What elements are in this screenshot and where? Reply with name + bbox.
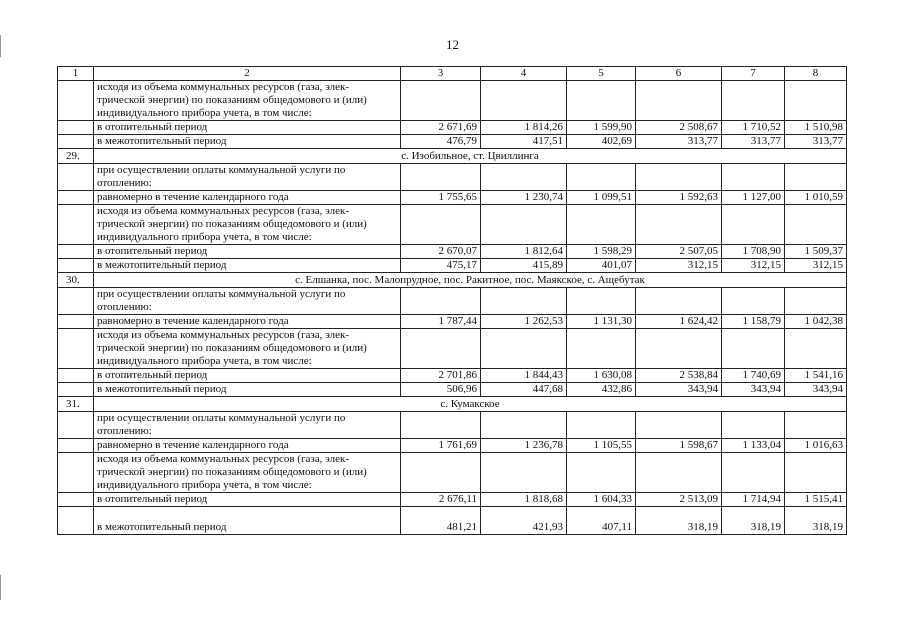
value-cell: 2 701,86 [401,369,481,383]
number-cell [58,453,94,493]
page-number: 12 [446,37,459,52]
empty-cell [401,453,481,493]
number-cell [58,383,94,397]
description-text: исходя из объема коммунальных ресурсов (газа, элек-трической энергии) по показаниям общедомового и (или) индивидуального прибора учета, в том числе: [94,453,401,493]
value-cell: 1 844,43 [481,369,567,383]
empty-cell [567,288,636,315]
description-text: при осуществлении оплаты коммунальной услуги по отоплению: [94,412,401,439]
value-cell: 1 131,30 [567,315,636,329]
column-header: 1 [58,67,94,81]
value-cell: 481,21 [401,507,481,535]
number-cell [58,493,94,507]
value-cell: 313,77 [722,135,785,149]
value-cell: 1 755,65 [401,191,481,205]
column-header: 8 [785,67,847,81]
empty-cell [636,288,722,315]
value-cell: 312,15 [785,259,847,273]
value-cell: 1 818,68 [481,493,567,507]
value-cell: 2 508,67 [636,121,722,135]
row-label: в отопительный период [94,369,401,383]
tariff-table-body [58,67,847,535]
value-cell: 2 538,84 [636,369,722,383]
empty-cell [636,164,722,191]
value-cell: 1 592,63 [636,191,722,205]
scan-mark [0,35,1,57]
number-cell [58,205,94,245]
table-row [58,315,847,329]
value-cell: 2 670,07 [401,245,481,259]
number-cell [58,412,94,439]
empty-cell [481,453,567,493]
number-cell [58,81,94,121]
empty-cell [636,81,722,121]
value-cell: 1 230,74 [481,191,567,205]
empty-cell [722,205,785,245]
empty-cell [401,329,481,369]
section-title: с. Кумакское [94,397,847,412]
value-cell: 1 042,38 [785,315,847,329]
description-row [58,453,847,493]
value-cell: 2 671,69 [401,121,481,135]
value-cell: 476,79 [401,135,481,149]
value-cell: 1 630,08 [567,369,636,383]
table-row [58,245,847,259]
value-cell: 1 158,79 [722,315,785,329]
empty-cell [401,288,481,315]
empty-cell [785,164,847,191]
empty-cell [636,205,722,245]
number-cell [58,439,94,453]
description-text: исходя из объема коммунальных ресурсов (газа, элек-трической энергии) по показаниям общедомового и (или) индивидуального прибора учета, в том числе: [94,205,401,245]
row-label: в межотопительный период [94,259,401,273]
value-cell: 1 510,98 [785,121,847,135]
empty-cell [567,412,636,439]
value-cell: 318,19 [722,507,785,535]
empty-cell [636,329,722,369]
value-cell: 1 740,69 [722,369,785,383]
value-cell: 415,89 [481,259,567,273]
row-label: в отопительный период [94,493,401,507]
description-row [58,329,847,369]
number-cell [58,507,94,535]
empty-cell [785,288,847,315]
empty-cell [481,81,567,121]
value-cell: 1 708,90 [722,245,785,259]
number-cell [58,329,94,369]
value-cell: 1 010,59 [785,191,847,205]
section-title: с. Изобильное, ст. Цвиллинга [94,149,847,164]
value-cell: 417,51 [481,135,567,149]
description-text: при осуществлении оплаты коммунальной услуги по отоплению: [94,288,401,315]
number-cell [58,121,94,135]
empty-cell [785,329,847,369]
value-cell: 2 676,11 [401,493,481,507]
value-cell: 475,17 [401,259,481,273]
empty-cell [567,81,636,121]
table-row [58,493,847,507]
table-row [58,135,847,149]
empty-cell [481,205,567,245]
empty-cell [722,453,785,493]
value-cell: 312,15 [636,259,722,273]
value-cell: 447,68 [481,383,567,397]
value-cell: 1 099,51 [567,191,636,205]
value-cell: 1 509,37 [785,245,847,259]
value-cell: 1 814,26 [481,121,567,135]
description-row [58,412,847,439]
value-cell: 312,15 [722,259,785,273]
empty-cell [567,453,636,493]
value-cell: 1 133,04 [722,439,785,453]
value-cell: 343,94 [785,383,847,397]
value-cell: 407,11 [567,507,636,535]
table-row [58,507,847,535]
empty-cell [401,412,481,439]
value-cell: 343,94 [722,383,785,397]
value-cell: 421,93 [481,507,567,535]
value-cell: 1 624,42 [636,315,722,329]
row-label: в межотопительный период [94,135,401,149]
section-row [58,273,847,288]
table-row [58,383,847,397]
section-number: 31. [58,397,94,412]
table-row [58,259,847,273]
value-cell: 1 127,00 [722,191,785,205]
section-number: 29. [58,149,94,164]
number-cell [58,369,94,383]
section-number: 30. [58,273,94,288]
table-row [58,191,847,205]
value-cell: 432,86 [567,383,636,397]
empty-cell [636,412,722,439]
empty-cell [785,412,847,439]
table-row [58,369,847,383]
value-cell: 1 515,41 [785,493,847,507]
value-cell: 318,19 [785,507,847,535]
empty-cell [722,288,785,315]
description-text: исходя из объема коммунальных ресурсов (газа, элек-трической энергии) по показаниям общедомового и (или) индивидуального прибора учета, в том числе: [94,329,401,369]
value-cell: 1 236,78 [481,439,567,453]
empty-cell [785,81,847,121]
value-cell: 1 761,69 [401,439,481,453]
column-header: 4 [481,67,567,81]
value-cell: 1 016,63 [785,439,847,453]
value-cell: 1 599,90 [567,121,636,135]
number-cell [58,191,94,205]
value-cell: 2 507,05 [636,245,722,259]
description-row [58,164,847,191]
empty-cell [401,81,481,121]
empty-cell [722,164,785,191]
description-row [58,288,847,315]
description-row [58,81,847,121]
column-header: 5 [567,67,636,81]
column-header-row [58,67,847,81]
number-cell [58,135,94,149]
row-label: в межотопительный период [94,507,401,535]
column-header: 7 [722,67,785,81]
empty-cell [567,164,636,191]
value-cell: 1 262,53 [481,315,567,329]
value-cell: 1 604,33 [567,493,636,507]
number-cell [58,259,94,273]
value-cell: 2 513,09 [636,493,722,507]
row-label: в отопительный период [94,245,401,259]
value-cell: 1 812,64 [481,245,567,259]
value-cell: 343,94 [636,383,722,397]
row-label: равномерно в течение календарного года [94,191,401,205]
empty-cell [636,453,722,493]
empty-cell [785,453,847,493]
description-text: при осуществлении оплаты коммунальной услуги по отоплению: [94,164,401,191]
empty-cell [567,329,636,369]
empty-cell [401,205,481,245]
value-cell: 318,19 [636,507,722,535]
value-cell: 402,69 [567,135,636,149]
column-header: 2 [94,67,401,81]
number-cell [58,315,94,329]
row-label: в отопительный период [94,121,401,135]
section-title: с. Елшанка, пос. Малопрудное, пос. Ракитное, пос. Маякское, с. Ащебутак [94,273,847,288]
column-header: 3 [401,67,481,81]
tariff-table [57,66,847,535]
empty-cell [722,329,785,369]
value-cell: 1 541,16 [785,369,847,383]
empty-cell [722,412,785,439]
empty-cell [722,81,785,121]
section-row [58,149,847,164]
section-row [58,397,847,412]
value-cell: 1 598,29 [567,245,636,259]
scan-mark [0,575,1,600]
table-row [58,439,847,453]
empty-cell [481,329,567,369]
description-text: исходя из объема коммунальных ресурсов (газа, элек-трической энергии) по показаниям общедомового и (или) индивидуального прибора учета, в том числе: [94,81,401,121]
empty-cell [481,288,567,315]
description-row [58,205,847,245]
number-cell [58,288,94,315]
empty-cell [401,164,481,191]
value-cell: 313,77 [636,135,722,149]
value-cell: 1 598,67 [636,439,722,453]
value-cell: 506,96 [401,383,481,397]
value-cell: 1 714,94 [722,493,785,507]
column-header: 6 [636,67,722,81]
row-label: равномерно в течение календарного года [94,315,401,329]
table-row [58,121,847,135]
empty-cell [481,412,567,439]
value-cell: 401,07 [567,259,636,273]
value-cell: 1 105,55 [567,439,636,453]
number-cell [58,245,94,259]
empty-cell [567,205,636,245]
row-label: равномерно в течение календарного года [94,439,401,453]
empty-cell [785,205,847,245]
value-cell: 313,77 [785,135,847,149]
row-label: в межотопительный период [94,383,401,397]
value-cell: 1 787,44 [401,315,481,329]
value-cell: 1 710,52 [722,121,785,135]
number-cell [58,164,94,191]
empty-cell [481,164,567,191]
